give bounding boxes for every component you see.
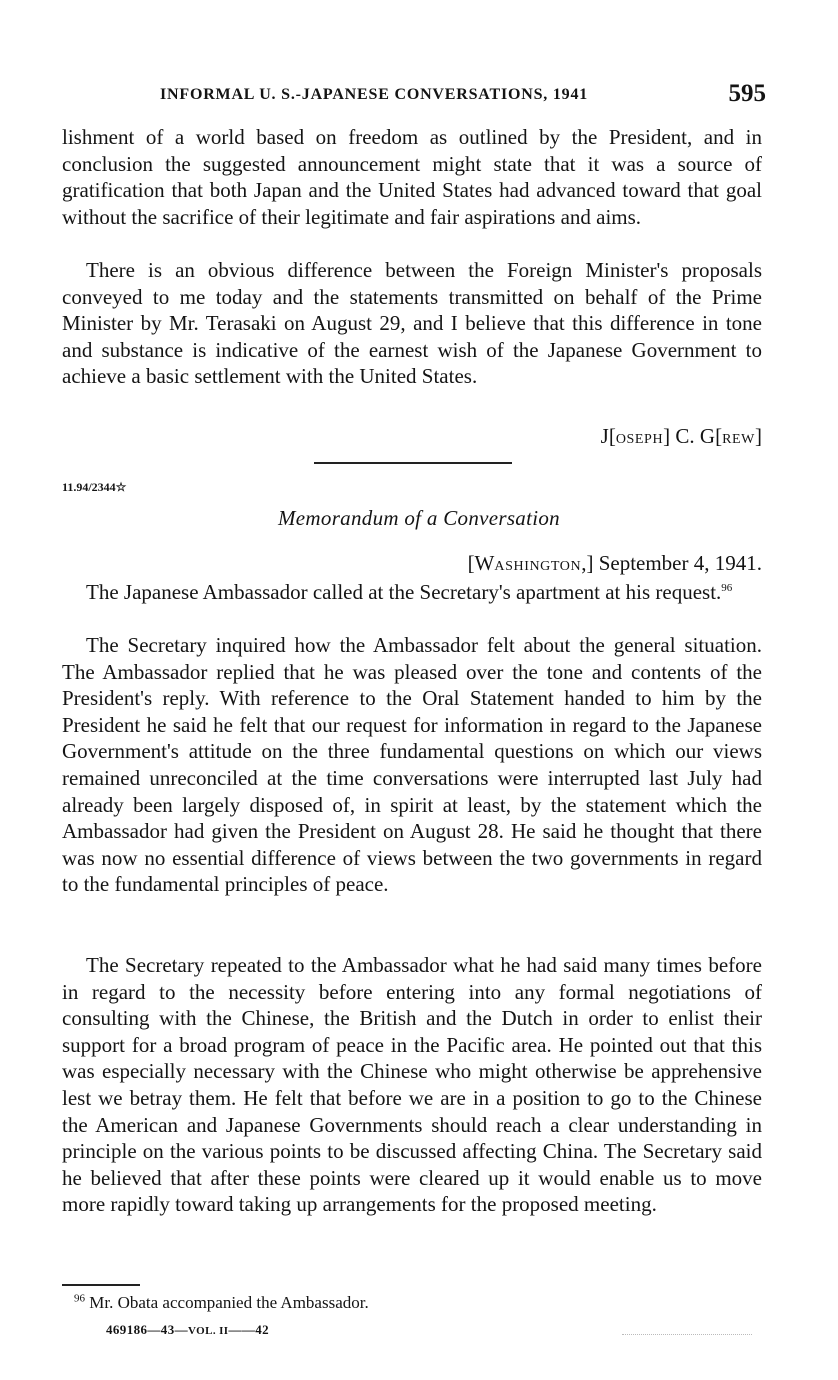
signature-middle: ] C. G[ [663,424,723,448]
section-separator [314,462,512,464]
print-speckle [622,1334,752,1337]
running-head [62,82,768,110]
paragraph-general-situation: The Secretary inquired how the Ambassador felt about the general situation. The Ambassador replied that he was pleased over the tone and contents of the President's reply. With reference to the Oral Statement handed to him by the President he said he felt that our request for information in regard to the Japanese Government's attitude on the three fundamental questions on which our views remained unreconciled at the time conversations were interrupted last July had already been largely disposed of, in spirit at least, by the statement which the Ambassador had given the President on August 28. He said he thought that there was now no essential difference of views between the two governments in regard to the fundamental principles of peace. [62,633,762,897]
imprint-signature: ——42 [228,1322,270,1337]
dateline-place: ASHINGTON [494,559,582,574]
memo-heading: Memorandum of a Conversation [278,506,560,530]
paragraph-continued: lishment of a world based on freedom as outlined by the President, and in conclusion the suggested announcement might state that it was a source of gratification that both Japan and the United States had advanced toward that goal without the sacrifice of their legitimate and fair aspirations and aims. [62,125,762,229]
signature-last-name: REW [722,432,755,447]
paragraph-negotiations: The Secretary repeated to the Ambassador what he had said many times before in regard to the necessity before entering into any formal negotiations of consulting with the Chinese, the British and the Dutch in order to enlist their support for a broad program of peace in the Pacific area. He pointed out that this was especially necessary with the Chinese who might otherwise be apprehensive lest we betray them. He felt that before we are in a position to go to the Chinese the American and Japanese Governments should reach a clear understanding in principle on the various points to be discussed affecting China. The Secretary said he believed that after these points were cleared up it would enable us to move more rapidly toward taking up arrangements for the proposed meeting. [62,953,762,1217]
signature-open: J[ [600,424,616,448]
paragraph-ambassador-called-text: The Japanese Ambassador called at the Secretary's apartment at his request. [86,580,722,604]
signature [601,424,762,449]
running-title: INFORMAL U. S.-JAPANESE CONVERSATIONS, 1941 [160,86,589,103]
footnote-reference: 96 [721,582,733,594]
file-number-text: 11.94/2344 [62,480,116,494]
imprint-volume: VOL. II [188,1325,229,1337]
signature-close: ] [755,424,762,448]
footnote-rule [62,1284,140,1286]
dateline-open: [W [467,551,495,575]
signature-first-name: OSEPH [615,432,664,447]
printer-imprint [106,1322,269,1338]
footnote-text: Mr. Obata accompanied the Ambassador. [89,1293,369,1312]
file-mark: ☆ [115,480,127,494]
file-number [62,480,126,495]
footnote [74,1293,369,1313]
dateline-date: ,] September 4, 1941. [581,551,762,575]
page-number: 595 [728,80,766,107]
paragraph-difference: There is an obvious difference between the Foreign Minister's proposals conveyed to me today and the statements transmitted on behalf of the Prime Minister by Mr. Terasaki on August 29, and I believe that this difference in tone and substance is indicative of the earnest wish of the Japanese Government to achieve a basic settlement with the United States. [62,258,762,389]
paragraph-ambassador-called [62,579,762,606]
imprint-code: 469186—43— [106,1322,188,1337]
footnote-number: 96 [74,1292,85,1305]
dateline [468,551,762,576]
